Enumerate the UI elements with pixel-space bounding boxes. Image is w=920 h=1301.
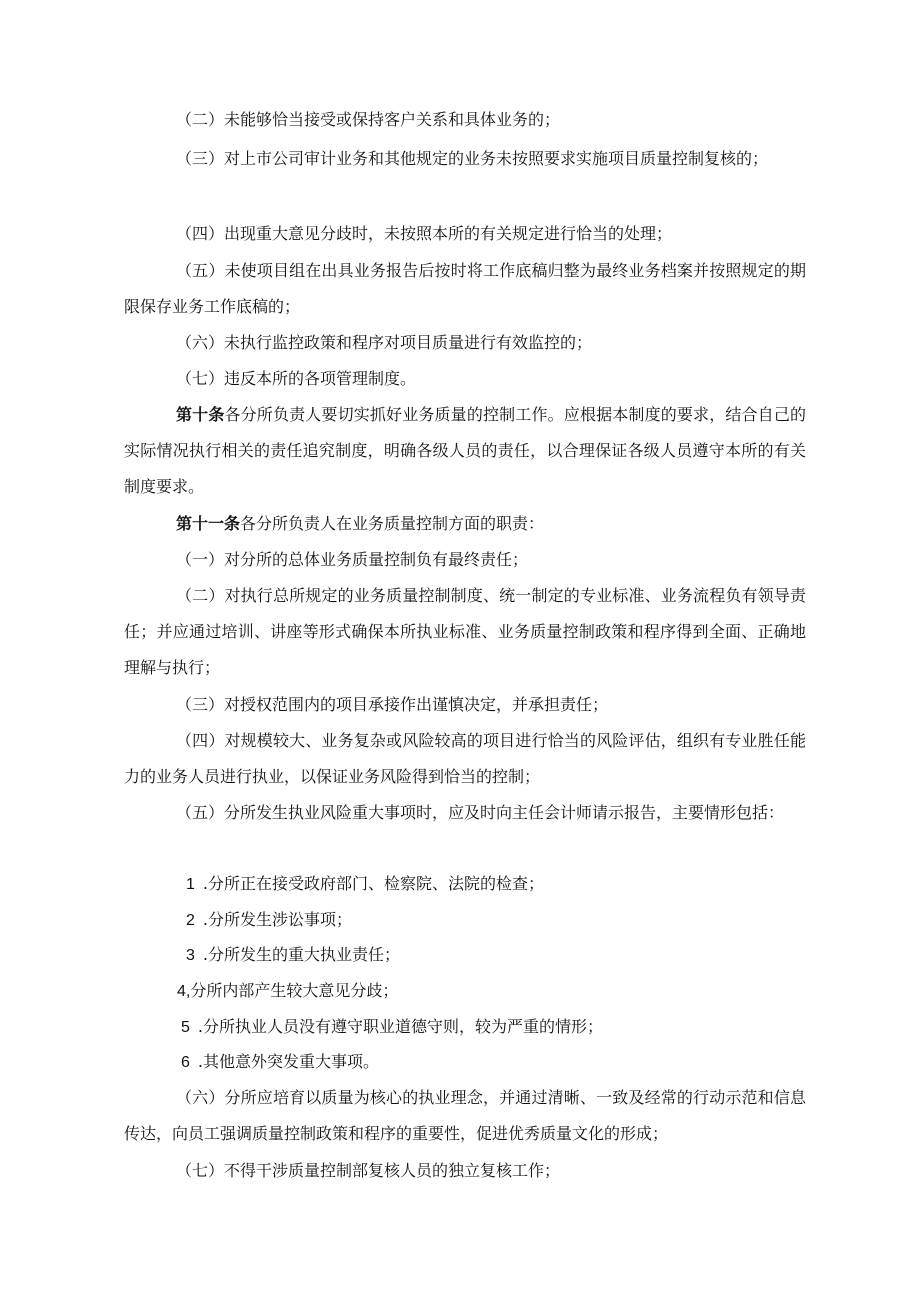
- sub-item-text: .分所正在接受政府部门、检察院、法院的检查；: [202, 874, 544, 893]
- list-item: （七）不得干涉质量控制部复核人员的独立复核工作；: [176, 1161, 561, 1180]
- article-10: [124, 397, 806, 505]
- sub-item: [186, 902, 816, 939]
- article-11: [176, 506, 806, 542]
- sub-item-text: 分所内部产生较大意见分歧；: [190, 981, 399, 1000]
- list-item: （二）未能够恰当接受或保持客户关系和具体业务的；: [176, 110, 561, 129]
- sub-item: [177, 973, 807, 1010]
- list-item: （一）对分所的总体业务质量控制负有最终责任；: [176, 550, 529, 569]
- sub-item-number: 6: [181, 1054, 190, 1071]
- sub-item-text: .分所发生涉讼事项；: [202, 910, 352, 929]
- sub-item: [186, 866, 816, 903]
- list-item: （四）对规模较大、业务复杂或风险较高的项目进行恰当的风险评估，组织有专业胜任能力的业务人员进行执业，以保证业务风险得到恰当的控制；: [124, 731, 806, 786]
- article-11-label: 第十一条: [176, 514, 241, 533]
- sub-item-text: .分所执业人员没有遵守职业道德守则，较为严重的情形；: [197, 1017, 603, 1036]
- list-item: （五）分所发生执业风险重大事项时，应及时向主任会计师请示报告，主要情形包括：: [176, 803, 785, 822]
- list-item: （三）对授权范围内的项目承接作出谨慎决定，并承担责任；: [176, 695, 609, 714]
- list-item-text: （三）对上市公司审计业务和其他规定的业务未按照要求实施项目质量控制复核的；: [176, 149, 769, 168]
- list-item: （二）对执行总所规定的业务质量控制制度、统一制定的专业标准、业务流程负有领导责任；并应通过培训、讲座等形式确保本所执业标准、业务质量控制政策和程序得到全面、正确地理解与执行；: [124, 586, 806, 677]
- list-item: （六）未执行监控政策和程序对项目质量进行有效监控的；: [176, 333, 593, 352]
- list-item: （五）未使项目组在出具业务报告后按时将工作底稿归整为最终业务档案并按照规定的期限保存业务工作底稿的；: [124, 261, 806, 316]
- sub-item-number: 1: [186, 876, 195, 893]
- sub-item-number: 2: [186, 912, 195, 929]
- sub-item: [186, 937, 816, 974]
- article-11-text: 各分所负责人在业务质量控制方面的职责：: [240, 514, 545, 533]
- sub-item-number: 3: [186, 947, 195, 964]
- article-10-text: 各分所负责人要切实抓好业务质量的控制工作。应根据本制度的要求，结合自己的实际情况执行相关的责任追究制度，明确各级人员的责任，以合理保证各级人员遵守本所的有关制度要求。: [124, 405, 806, 496]
- sub-item: [181, 1009, 811, 1046]
- list-item: [124, 141, 806, 177]
- sub-item: [181, 1044, 811, 1081]
- list-item: （六）分所应培育以质量为核心的执业理念，并通过清晰、一致及经常的行动示范和信息传达，向员工强调质量控制政策和程序的重要性，促进优秀质量文化的形成；: [124, 1088, 806, 1143]
- sub-item-text: .其他意外突发重大事项。: [197, 1052, 379, 1071]
- list-item: （四）出现重大意见分歧时，未按照本所的有关规定进行恰当的处理；: [176, 224, 673, 243]
- sub-item-number: 5: [181, 1019, 190, 1036]
- sub-item-text: .分所发生的重大执业责任；: [202, 945, 400, 964]
- sub-item-number: 4,: [177, 983, 191, 1000]
- article-10-label: 第十条: [176, 405, 225, 424]
- list-item: （七）违反本所的各项管理制度。: [176, 369, 417, 388]
